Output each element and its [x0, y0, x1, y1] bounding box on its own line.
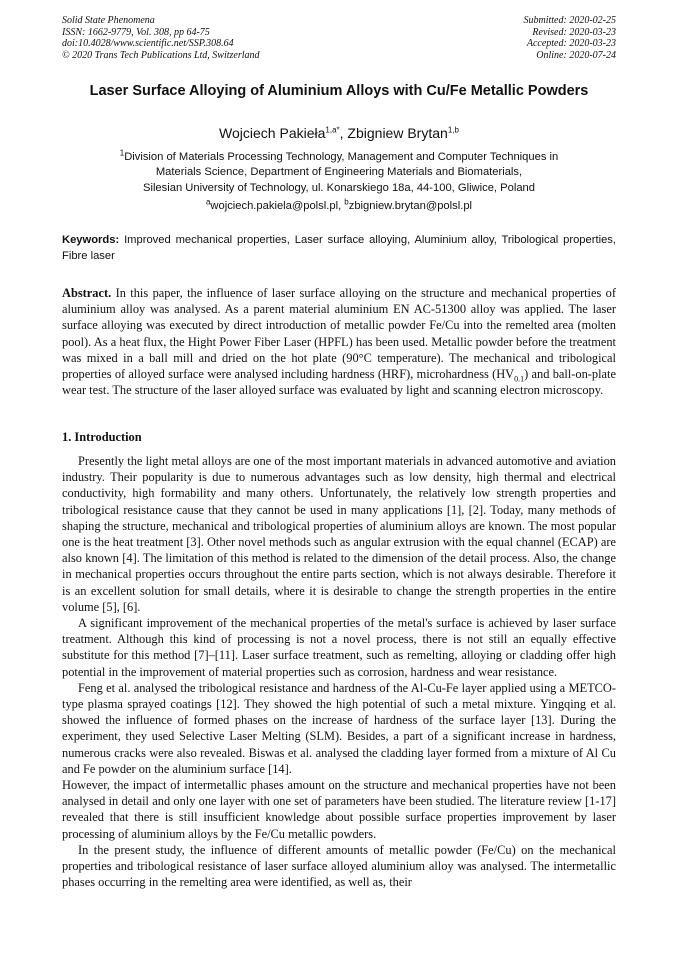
abstract-text-1: In this paper, the influence of laser surface alloying on the structure and mechanical properties of aluminium alloy was analysed. As a parent material aluminium EN AC-51300 alloy was applied. The laser surface alloying was executed by direct introduction of metallic powder Fe/Cu into the remelted area (molten pool). As a heat flux, the Hight Power Fiber Laser (HPFL) has been used. Metallic powder before the treatment was mixed in a ball mill and dried on the hot plate (90°C temperature). The mechanical and tribological properties of alloyed surface were analysed including hardness (HRF), microhardness (HV	[62, 286, 616, 382]
affiliation-sup: 1	[119, 148, 125, 158]
dates-info	[524, 15, 617, 61]
emails	[62, 199, 616, 214]
affiliation-line-2: Materials Science, Department of Engineering Materials and Biomaterials,	[155, 166, 523, 179]
author-1-affil: 1,a*	[325, 125, 340, 135]
keywords-text: Improved mechanical properties, Laser surface alloying, Aluminium alloy, Tribological properties, Fibre laser	[62, 234, 616, 262]
author-2-affil: 1,b	[447, 125, 459, 135]
email-b[interactable]: zbigniew.brytan@polsl.pl	[348, 200, 473, 212]
author-separator: ,	[339, 125, 348, 141]
journal-name: Solid State Phenomena	[62, 15, 155, 26]
copyright: © 2020 Trans Tech Publications Ltd, Switzerland	[62, 49, 260, 61]
issn: ISSN: 1662-9779, Vol. 308, pp 64-75	[62, 26, 210, 38]
abstract-text-2: ) and ball-on-plate wear test. The structure of the laser alloyed surface was evaluated by light and scanning electron microscopy.	[62, 367, 617, 398]
affiliation-line-3: Silesian University of Technology, ul. Konarskiego 18a, 44-100, Gliwice, Poland	[143, 181, 535, 194]
affiliation	[62, 150, 616, 196]
email-separator: ,	[338, 200, 345, 212]
author-1: Wojciech Pakieła	[219, 125, 326, 141]
abstract-subscript: 0.1	[514, 374, 525, 384]
email-a[interactable]: wojciech.pakiela@polsl.pl	[210, 200, 339, 212]
intro-paragraph: A significant improvement of the mechanical properties of the metal's surface is achieved by laser surface treatment. Although this kind of processing is not a novel process, there is not still an equally effective substitute for this method [7]–[11]. Laser surface treatment, such as remelting, alloying or cladding offer high potential in the improvement of material properties such as corrosion, hardness and wear resistance.	[62, 616, 616, 679]
introduction-body	[62, 453, 616, 890]
revised-date: Revised: 2020-03-23	[532, 26, 616, 38]
intro-paragraph: However, the impact of intermetallic phases amount on the structure and mechanical properties have not been analysed in detail and only one layer with one set of parameters have been studied. The literature review [1-17] revealed that there is still insufficient knowledge about possible surface properties improvement by laser processing of aluminium alloys by the Fe/Cu metallic powders.	[62, 778, 616, 841]
intro-paragraph: Feng et al. analysed the tribological resistance and hardness of the Al-Cu-Fe layer applied using a METCO-type plasma sprayed coatings [12]. They showed the high potential of such a metal mixture. Yingqing et al. showed the influence of formed phases on the increase of hardness of the surface layer [13]. During the experiment, they used Selective Laser Melting (SLM). Besides, a part of a significant increase in hardness, numerous cracks were also revealed. Biswas et al. analysed the cladding layer formed from a mixture of Al Cu and Fe powder on the aluminium surface [14].	[62, 680, 616, 776]
authors	[62, 124, 616, 142]
keywords-label: Keywords:	[62, 234, 120, 246]
doi: doi:10.4028/www.scientific.net/SSP.308.64	[62, 38, 234, 50]
paper-title: Laser Surface Alloying of Aluminium Alloys with Cu/Fe Metallic Powders	[89, 83, 589, 99]
accepted-date: Accepted: 2020-03-23	[526, 38, 616, 50]
journal-info	[62, 15, 260, 61]
submitted-date: Submitted: 2020-02-25	[523, 15, 616, 26]
author-2: Zbigniew Brytan	[347, 125, 448, 141]
email-a-sup: a	[205, 197, 211, 207]
affiliation-line-1: Division of Materials Processing Technology, Management and Computer Techniques in	[124, 151, 559, 163]
email-b-sup: b	[344, 197, 349, 207]
section-heading-introduction: 1. Introduction	[62, 430, 142, 444]
intro-paragraph: In the present study, the influence of different amounts of metallic powder (Fe/Cu) on the mechanical properties and tribological resistance of laser surface alloyed aluminium alloy was analysed. The intermetallic phases occurring in the remelting area were identified, as well as, their	[62, 842, 616, 890]
keywords	[62, 233, 616, 264]
abstract-label: Abstract.	[62, 286, 112, 300]
abstract	[62, 285, 616, 398]
online-date: Online: 2020-07-24	[536, 49, 616, 61]
intro-paragraph: Presently the light metal alloys are one of the most important materials in advanced automotive and aviation industry. Their popularity is due to numerous advantages such as low density, high thermal and electrical conductivity, high formability and many others. Unfortunately, the relatively low strength properties and tribological resistance cause that they cannot be used in many applications [1], [2]. Today, many methods of shaping the structure, mechanical and tribological properties of aluminium alloys are known. The most popular one is the heat treatment [3]. Other novel methods such as angular extrusion with the equal channel (ECAP) are also known [4]. The limitation of this method is related to the dimension of the detail process. Also, the change in mechanical properties occurs throughout the entire parts section, which is not always desirable. Therefore it is an excellent solution for small details, where it is desirable to change the strength properties in the entire volume [5], [6].	[62, 454, 616, 614]
